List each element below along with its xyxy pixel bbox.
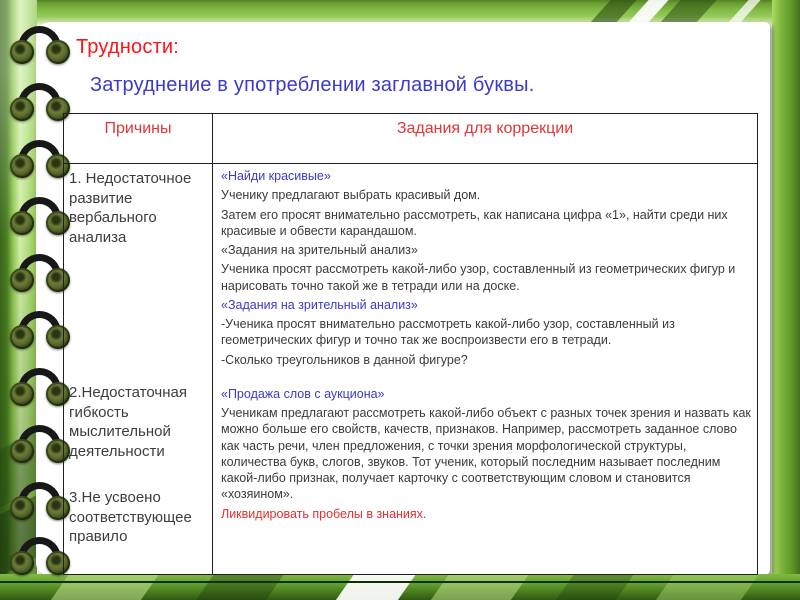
bottom-green-band bbox=[0, 574, 800, 600]
task-paragraph: Ученика просят рассмотреть какой-либо узор, составленный из геометрических фигур и нарисовать точно такой же в тетради или на доске. bbox=[221, 262, 736, 293]
cause-item: 2.Недостаточная гибкость мыслительной деятельности bbox=[69, 384, 187, 460]
tasks-cell bbox=[213, 164, 757, 574]
right-green-band bbox=[772, 0, 800, 600]
task-paragraph: -Сколько треугольников в данной фигуре? bbox=[221, 352, 468, 367]
cause-item: 3.Не усвоено соответствующее правило bbox=[69, 489, 192, 545]
band-block-white bbox=[336, 574, 416, 600]
grommet-icon bbox=[10, 496, 34, 520]
grommet-icon bbox=[10, 382, 34, 406]
band-block bbox=[656, 574, 759, 600]
task-heading: «Продажа слов с аукциона» bbox=[221, 386, 385, 401]
grommet-icon bbox=[10, 325, 34, 349]
header-cell-causes: Причины bbox=[64, 114, 213, 163]
task-note-red: Ликвидировать пробелы в знаниях. bbox=[221, 506, 427, 521]
grommet-icon bbox=[10, 268, 34, 292]
correction-table bbox=[63, 113, 758, 575]
band-dark-line bbox=[0, 581, 800, 583]
band-block bbox=[196, 574, 284, 600]
grommet-icon bbox=[10, 551, 34, 575]
grommet-icon bbox=[10, 154, 34, 178]
cause-item: 1. Недостаточное развитие вербального анализа bbox=[69, 170, 192, 246]
header-cell-tasks: Задания для коррекции bbox=[396, 120, 574, 137]
task-heading: «Задания на зрительный анализ» bbox=[221, 297, 418, 312]
grommet-icon bbox=[46, 40, 70, 64]
causes-cell bbox=[64, 164, 213, 574]
task-paragraph: «Задания на зрительный анализ» bbox=[221, 243, 418, 257]
binder-ring bbox=[0, 26, 80, 74]
table-body-row bbox=[64, 164, 757, 574]
band-block bbox=[556, 574, 634, 600]
slide-subtitle: Затруднение в употреблении заглавной буквы. bbox=[90, 74, 535, 96]
table-header-row bbox=[64, 114, 757, 164]
task-heading: «Найди красивые» bbox=[221, 169, 331, 183]
task-paragraph: Ученику предлагают выбрать красивый дом. bbox=[221, 188, 481, 203]
grommet-icon bbox=[10, 211, 34, 235]
grommet-icon bbox=[10, 40, 34, 64]
task-paragraph: -Ученика просят внимательно рассмотреть какой-либо узор, составленный из геометрических фигур и точно так же воспроизвести его в тетради. bbox=[221, 317, 675, 348]
task-paragraph: Ученикам предлагают рассмотреть какой-либо объект с разных точек зрения и назвать как можно больше его свойств, качеств, признаков. Например, рассмотреть заданное слово как часть речи, член предложения, с точки зрения морфологической структуры, количества букв, слогов, звуков. Тот ученик, который последним называет последним какой-либо признак, получает карточку с соответствующим словом и становится «хозяином». bbox=[221, 406, 751, 502]
slide-title: Трудности: bbox=[76, 36, 180, 58]
band-block bbox=[431, 574, 529, 600]
task-paragraph: Затем его просят внимательно рассмотреть, как написана цифра «1», найти среди них красивые и обвести карандашом. bbox=[221, 207, 728, 238]
grommet-icon bbox=[10, 97, 34, 121]
grommet-icon bbox=[10, 439, 34, 463]
